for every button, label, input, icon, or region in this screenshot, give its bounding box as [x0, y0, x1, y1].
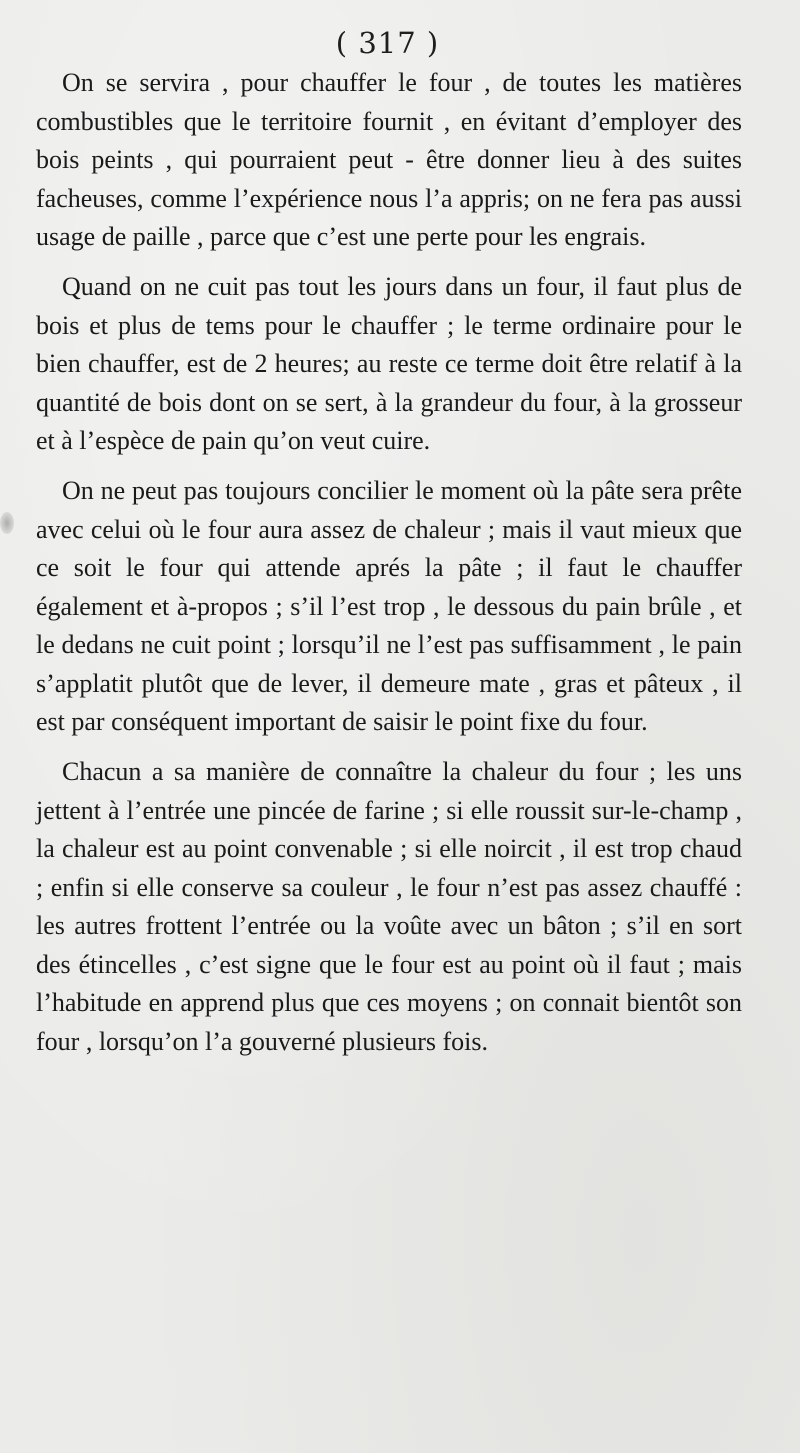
paragraph-fuel: On se servira , pour chauffer le four , de toutes les matières combustibles que le territoire fournit , en évitant d’employer des bois peints , qui pourraient peut - être donner lieu à des suites facheuses, comme l’expérience nous l’a appris; on ne fera pas aussi usage de paille , parce que c’est une perte pour les engrais.	[36, 68, 742, 251]
paragraph-dough-timing: On ne peut pas toujours concilier le moment où la pâte sera prête avec celui où le four aura assez de chaleur ; mais il vaut mieux que ce soit le four qui attende aprés la pâte ; il faut le chauffer également et à-propos ; s’il l’est trop , le dessous du pain brûle , et le dedans ne cuit point ; lorsqu’il ne l’est pas suffisamment , le pain s’applatit plutôt que de lever, il demeure mate , gras et pâteux , il est par conséquent important de saisir le point fixe du four.	[36, 476, 742, 736]
body-text	[36, 64, 742, 1061]
page-number: ( 317 )	[335, 26, 440, 60]
paper-stain	[0, 512, 14, 534]
paragraph-heat-test: Chacun a sa manière de connaître la chaleur du four ; les uns jettent à l’entrée une pincée de farine ; si elle roussit sur-le-champ , la chaleur est au point convenable ; si elle noircit , il est trop chaud ; enfin si elle conserve sa couleur , le four n’est pas assez chauffé : les autres frottent l’entrée ou la voûte avec un bâton ; s’il en sort des étincelles , c’est signe que le four est au point où il faut ; mais l’habitude en apprend plus que ces moyens ; on connait bientôt son four , lorsqu’on l’a gouverné plusieurs fois.	[36, 757, 742, 1056]
paragraph-heating-time: Quand on ne cuit pas tout les jours dans un four, il faut plus de bois et plus de tems pour le chauffer ; le terme ordinaire pour le bien chauffer, est de 2 heures; au reste ce terme doit être relatif à la quantité de bois dont on se sert, à la grandeur du four, à la grosseur et à l’espèce de pain qu’on veut cuire.	[36, 272, 742, 455]
